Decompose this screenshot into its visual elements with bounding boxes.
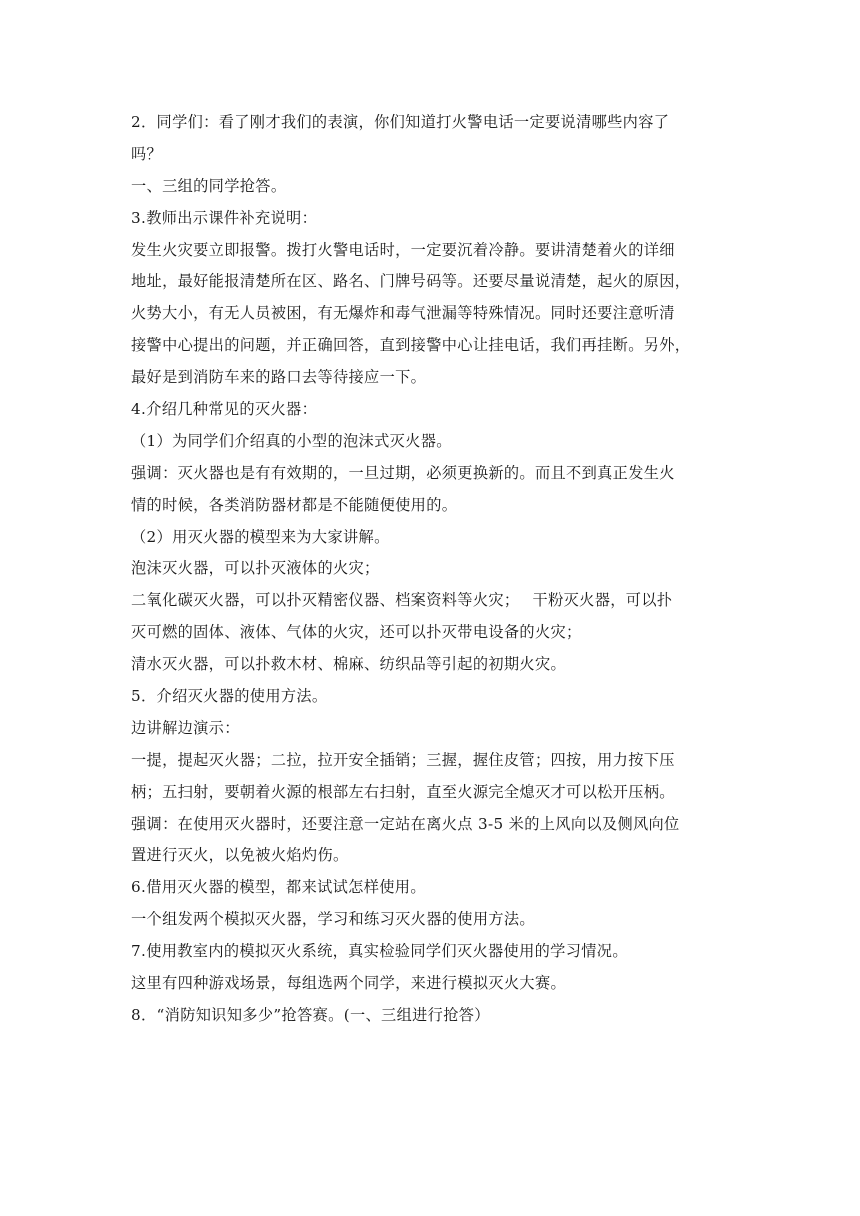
text-line: 泡沫灭火器，可以扑灭液体的火灾； <box>131 559 380 578</box>
text-line: 二氧化碳灭火器，可以扑灭精密仪器、档案资料等火灾； 干粉灭火器，可以扑 <box>131 591 673 610</box>
text-line: 火势大小，有无人员被困，有无爆炸和毒气泄漏等特殊情况。同时还要注意听清 <box>131 304 675 323</box>
text-line: 清水灭火器，可以扑救木材、棉麻、纺织品等引起的初期火灾。 <box>131 655 567 674</box>
text-line: （1）为同学们介绍真的小型的泡沫式灭火器。 <box>131 431 452 450</box>
text-line: 发生火灾要立即报警。拨打火警电话时，一定要沉着冷静。要讲清楚着火的详细 <box>131 240 675 259</box>
text-line: 强调：灭火器也是有有效期的，一旦过期，必须更换新的。而且不到真正发生火 <box>131 463 675 482</box>
text-line: 边讲解边演示： <box>131 718 240 737</box>
text-line: 7.使用教室内的模拟灭火系统，真实检验同学们灭火器使用的学习情况。 <box>131 942 628 961</box>
text-line: 柄；五扫射，要朝着火源的根部左右扫射，直至火源完全熄灭才可以松开压柄。 <box>131 782 675 801</box>
text-line: 地址，最好能报清楚所在区、路名、门牌号码等。还要尽量说清楚，起火的原因， <box>131 272 691 291</box>
text-line: 最好是到消防车来的路口去等待接应一下。 <box>131 368 427 387</box>
document-body <box>131 107 731 1032</box>
text-line: （2）用灭火器的模型来为大家讲解。 <box>131 527 390 546</box>
text-line: 置进行灭火，以免被火焰灼伤。 <box>131 846 349 865</box>
text-line: 一个组发两个模拟灭火器，学习和练习灭火器的使用方法。 <box>131 910 535 929</box>
text-line: 接警中心提出的问题，并正确回答，直到接警中心让挂电话，我们再挂断。另外， <box>131 336 691 355</box>
text-line: 这里有四种游戏场景，每组选两个同学，来进行模拟灭火大赛。 <box>131 974 567 993</box>
text-line: 一提，提起灭火器；二拉，拉开安全插销；三握，握住皮管；四按，用力按下压 <box>131 750 675 769</box>
text-line: 3.教师出示课件补充说明： <box>131 208 318 227</box>
text-line: 5．介绍灭火器的使用方法。 <box>131 687 328 706</box>
text-line: 情的时候，各类消防器材都是不能随便使用的。 <box>131 495 458 514</box>
text-line: 8．“消防知识知多少”抢答赛。(一、三组进行抢答） <box>131 1005 490 1024</box>
text-line: 4.介绍几种常见的灭火器： <box>131 400 318 419</box>
text-line: 2．同学们：看了刚才我们的表演，你们知道打火警电话一定要说清哪些内容了 <box>131 113 670 131</box>
text-line: 灭可燃的固体、液体、气体的火灾，还可以扑灭带电设备的火灾； <box>131 623 582 642</box>
text-line: 强调：在使用灭火器时，还要注意一定站在离火点 3-5 米的上风向以及侧风向位 <box>131 814 680 833</box>
text-line: 6.借用灭火器的模型，都来试试怎样使用。 <box>131 878 426 897</box>
text-line: 吗？ <box>131 144 163 163</box>
text-line: 一、三组的同学抢答。 <box>131 176 287 195</box>
